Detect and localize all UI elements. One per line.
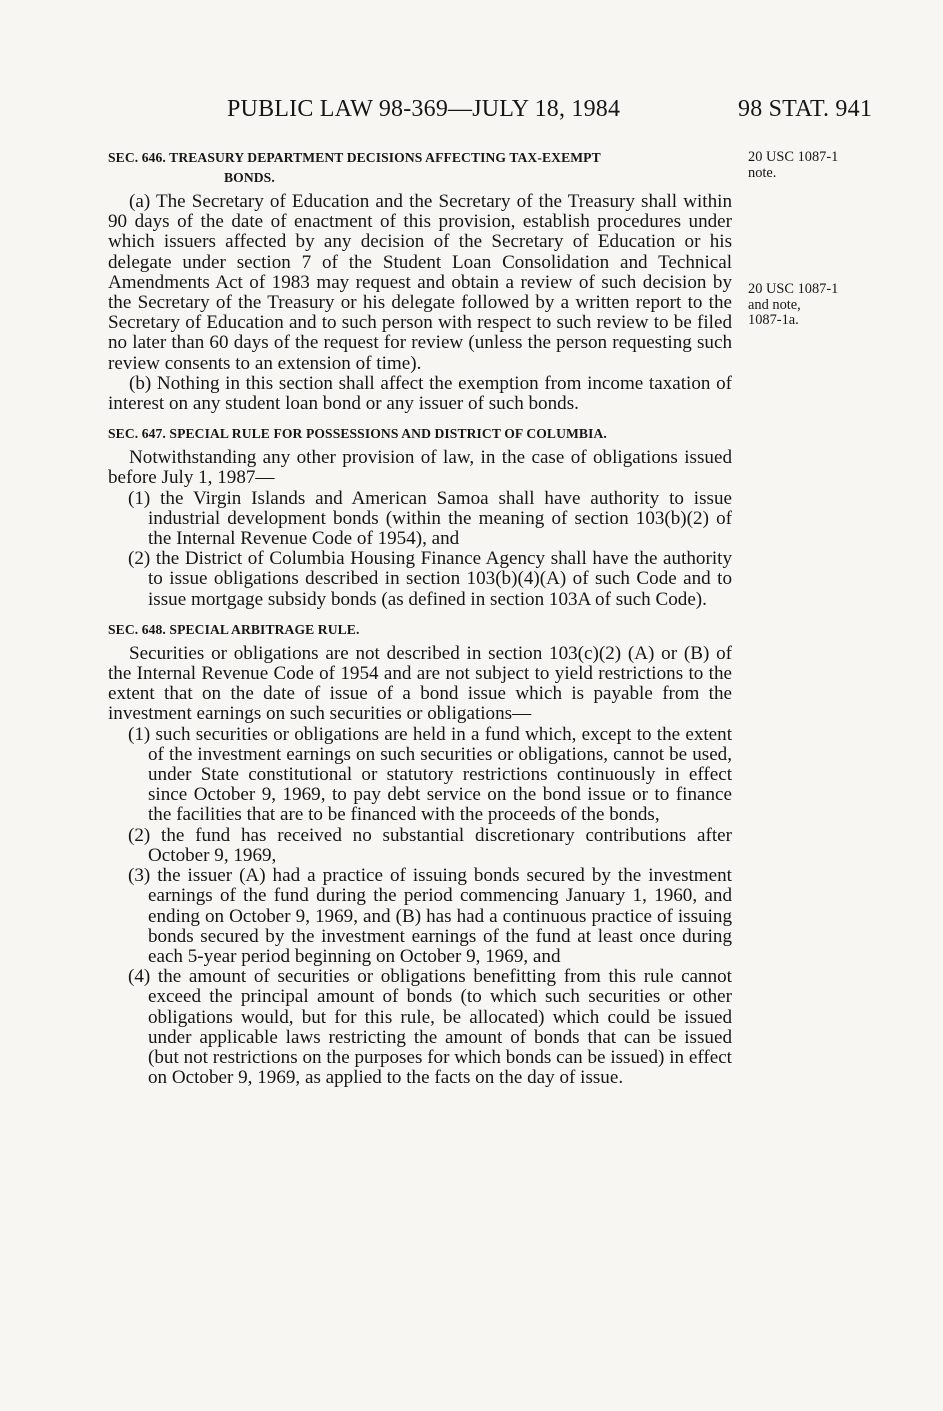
stat-page-number: 98 STAT. 941 — [738, 96, 873, 122]
section-647-item-1: (1) the Virgin Islands and American Samoa shall have authority to issue industrial development bonds (within the meaning of section 103(b)(2) of the Internal Revenue Code of 1954), and — [128, 487, 732, 550]
section-647-item-2: (2) the District of Columbia Housing Finance Agency shall have the authority to issue obligations described in section 103(b)(4)(A) of such Code and to issue mortgage subsidy bonds (as defined in section 103A of such Code). — [128, 548, 732, 610]
public-law-title: PUBLIC LAW 98-369—JULY 18, 1984 — [227, 96, 621, 122]
section-648-item-3: (3) the issuer (A) had a practice of issuing bonds secured by the investment earnings of the fund during the period commencing January 1, 1960, and ending on October 9, 1969, and (B) has had a continuous practice of issuing bonds secured by the investment earnings of the fund at least once during each 5-year period beginning on October 9, 1969, and — [128, 865, 732, 967]
section-648-heading: SEC. 648. SPECIAL ARBITRAGE RULE. — [108, 621, 360, 637]
main-text-column — [108, 148, 732, 1088]
running-head — [0, 96, 943, 130]
section-648-intro: Securities or obligations are not described in section 103(c)(2) (A) or (B) of the Internal Revenue Code of 1954 and are not subject to yield restrictions to the extent that on the date of issue of a bond issue which is payable from the investment earnings on such securities or obligations— — [108, 642, 732, 725]
margin-citation-line: note. — [748, 164, 777, 181]
section-646-heading-line1: SEC. 646. TREASURY DEPARTMENT DECISIONS AFFECTING TAX-EXEMPT — [108, 150, 601, 165]
margin-citation-2 — [748, 282, 868, 329]
margin-citation-1 — [748, 150, 868, 181]
section-647-intro: Notwithstanding any other provision of law, in the case of obligations issued before July 1, 1987— — [108, 447, 732, 489]
margin-citation-line: 20 USC 1087-1 — [748, 149, 839, 165]
margin-citation-line: 1087-1a. — [748, 312, 799, 328]
margin-citation-line: 20 USC 1087-1 — [748, 281, 839, 297]
section-646-heading-line2: BONDS. — [224, 170, 275, 185]
section-648-item-4: (4) the amount of securities or obligations benefitting from this rule cannot exceed the principal amount of bonds (to which such securities or other obligations would, but for this rule, be allocated) which could be issued under applicable laws restricting the amount of bonds that can be issued (but not restrictions on the purposes for which bonds can be issued) in effect on October 9, 1969, as applied to the facts on the day of issue. — [128, 966, 732, 1089]
section-648-item-2: (2) the fund has received no substantial discretionary contributions after October 9, 1969, — [128, 824, 732, 866]
section-647-heading: SEC. 647. SPECIAL RULE FOR POSSESSIONS AND DISTRICT OF COLUMBIA. — [108, 426, 607, 442]
margin-citation-line: and note, — [748, 296, 801, 313]
section-646-para-b: (b) Nothing in this section shall affect the exemption from income taxation of interest on any student loan bond or any issuer of such bonds. — [108, 372, 732, 415]
section-648-item-1: (1) such securities or obligations are held in a fund which, except to the extent of the investment earnings on such securities or obligations, cannot be used, under State constitutional or statutory restrictions continuously in effect since October 9, 1969, to pay debt service on the bond issue or to finance the facilities that are to be financed with the proceeds of the bonds, — [128, 723, 732, 826]
section-646-para-a: (a) The Secretary of Education and the Secretary of the Treasury shall within 90 days of the date of enactment of this provision, establish procedures under which issuers affected by any decision of the Secretary of Education or his delegate under section 7 of the Student Loan Consolidation and Technical Amendments Act of 1983 may request and obtain a review of such decision by the Secretary of the Treasury or his delegate followed by a written report to the Secretary of Education and to such person with respect to such review to be filed no later than 60 days of the request for review (unless the person requesting such review consents to an extension of time). — [108, 191, 732, 374]
section-646-heading — [108, 148, 732, 188]
